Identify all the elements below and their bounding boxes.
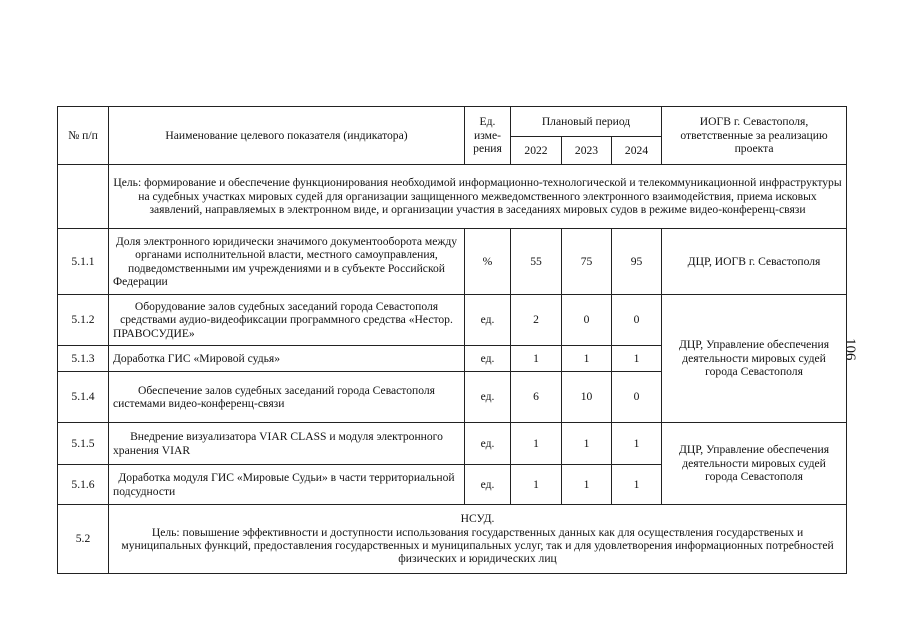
table-row	[58, 295, 847, 346]
row-value-2023: 1	[562, 346, 612, 372]
row-value-2022: 6	[511, 372, 562, 423]
section-num: 5.2	[58, 505, 109, 574]
row-name: Внедрение визуализатора VIAR CLASS и модуля электронного хранения VIAR	[109, 423, 465, 465]
row-unit: ед.	[465, 372, 511, 423]
section-5-2-row	[58, 505, 847, 574]
row-value-2023: 0	[562, 295, 612, 346]
row-name: Обеспечение залов судебных заседаний города Севастополя системами видео-конференц-связи	[109, 372, 465, 423]
goal-row	[58, 165, 847, 229]
section-5-2-cell	[109, 505, 847, 574]
row-num: 5.1.2	[58, 295, 109, 346]
table-row	[58, 423, 847, 465]
row-unit: ед.	[465, 346, 511, 372]
row-value-2024: 1	[612, 423, 662, 465]
row-name: Доработка модуля ГИС «Мировые Судьи» в части территориальной подсудности	[109, 465, 465, 505]
header-responsible: ИОГВ г. Севастополя, ответственные за реализацию проекта	[662, 107, 847, 165]
row-num: 5.1.6	[58, 465, 109, 505]
row-unit: ед.	[465, 423, 511, 465]
row-responsible: ДЦР, Управление обеспечения деятельности мировых судей города Севастополя	[662, 423, 847, 505]
row-value-2024: 1	[612, 465, 662, 505]
row-value-2022: 1	[511, 465, 562, 505]
table-row	[58, 229, 847, 295]
row-value-2024: 95	[612, 229, 662, 295]
page-number: 106	[842, 338, 858, 361]
section-title: НСУД.	[460, 512, 495, 526]
section-goal-text: Цель: повышение эффективности и доступности использования государственных данных как для осуществления государственых и муниципальных функций, предоставления государственных и муниципальных услуг, так и для удовлетворения информационных потребностей физических и юридических лиц	[121, 525, 834, 566]
row-name: Доработка ГИС «Мировой судья»	[109, 346, 465, 372]
row-value-2022: 2	[511, 295, 562, 346]
row-value-2022: 1	[511, 346, 562, 372]
header-num: № п/п	[58, 107, 109, 165]
row-num: 5.1.5	[58, 423, 109, 465]
row-value-2024: 0	[612, 372, 662, 423]
header-name: Наименование целевого показателя (индикатора)	[109, 107, 465, 165]
row-value-2023: 10	[562, 372, 612, 423]
row-unit: ед.	[465, 465, 511, 505]
row-num: 5.1.1	[58, 229, 109, 295]
row-value-2024: 1	[612, 346, 662, 372]
row-value-2023: 1	[562, 465, 612, 505]
row-value-2022: 55	[511, 229, 562, 295]
row-value-2023: 75	[562, 229, 612, 295]
row-name: Оборудование залов судебных заседаний города Севастополя средствами аудио-видеофиксации программного средства «Нестор. ПРАВОСУДИЕ»	[109, 295, 465, 346]
row-num: 5.1.3	[58, 346, 109, 372]
indicators-table	[57, 106, 847, 574]
row-value-2023: 1	[562, 423, 612, 465]
header-year-2024: 2024	[612, 137, 662, 165]
goal-num-cell	[58, 165, 109, 229]
row-responsible: ДЦР, Управление обеспечения деятельности мировых судей города Севастополя	[662, 295, 847, 423]
row-num: 5.1.4	[58, 372, 109, 423]
goal-text: Цель: формирование и обеспечение функционирования необходимой информационно-технологической и телекоммуникационной инфраструктуры на судебных участках мировых судей для организации защищенного межведомственного электронного взаимодействия, приема исковых заявлений, направляемых в электронном виде, и организации участия в заседаниях мировых судов в режиме видео-конференц-связи	[109, 165, 847, 229]
header-year-2022: 2022	[511, 137, 562, 165]
row-unit: %	[465, 229, 511, 295]
header-year-2023: 2023	[562, 137, 612, 165]
row-value-2024: 0	[612, 295, 662, 346]
row-name: Доля электронного юридически значимого документооборота между органами исполнительной власти, местного самоуправления, подведомственными им учреждениями и в субъекте Российской Федерации	[109, 229, 465, 295]
row-unit: ед.	[465, 295, 511, 346]
header-period: Плановый период	[511, 107, 662, 137]
header-unit: Ед. изме-рения	[465, 107, 511, 165]
header-row-1	[58, 107, 847, 137]
row-value-2022: 1	[511, 423, 562, 465]
row-responsible: ДЦР, ИОГВ г. Севастополя	[662, 229, 847, 295]
